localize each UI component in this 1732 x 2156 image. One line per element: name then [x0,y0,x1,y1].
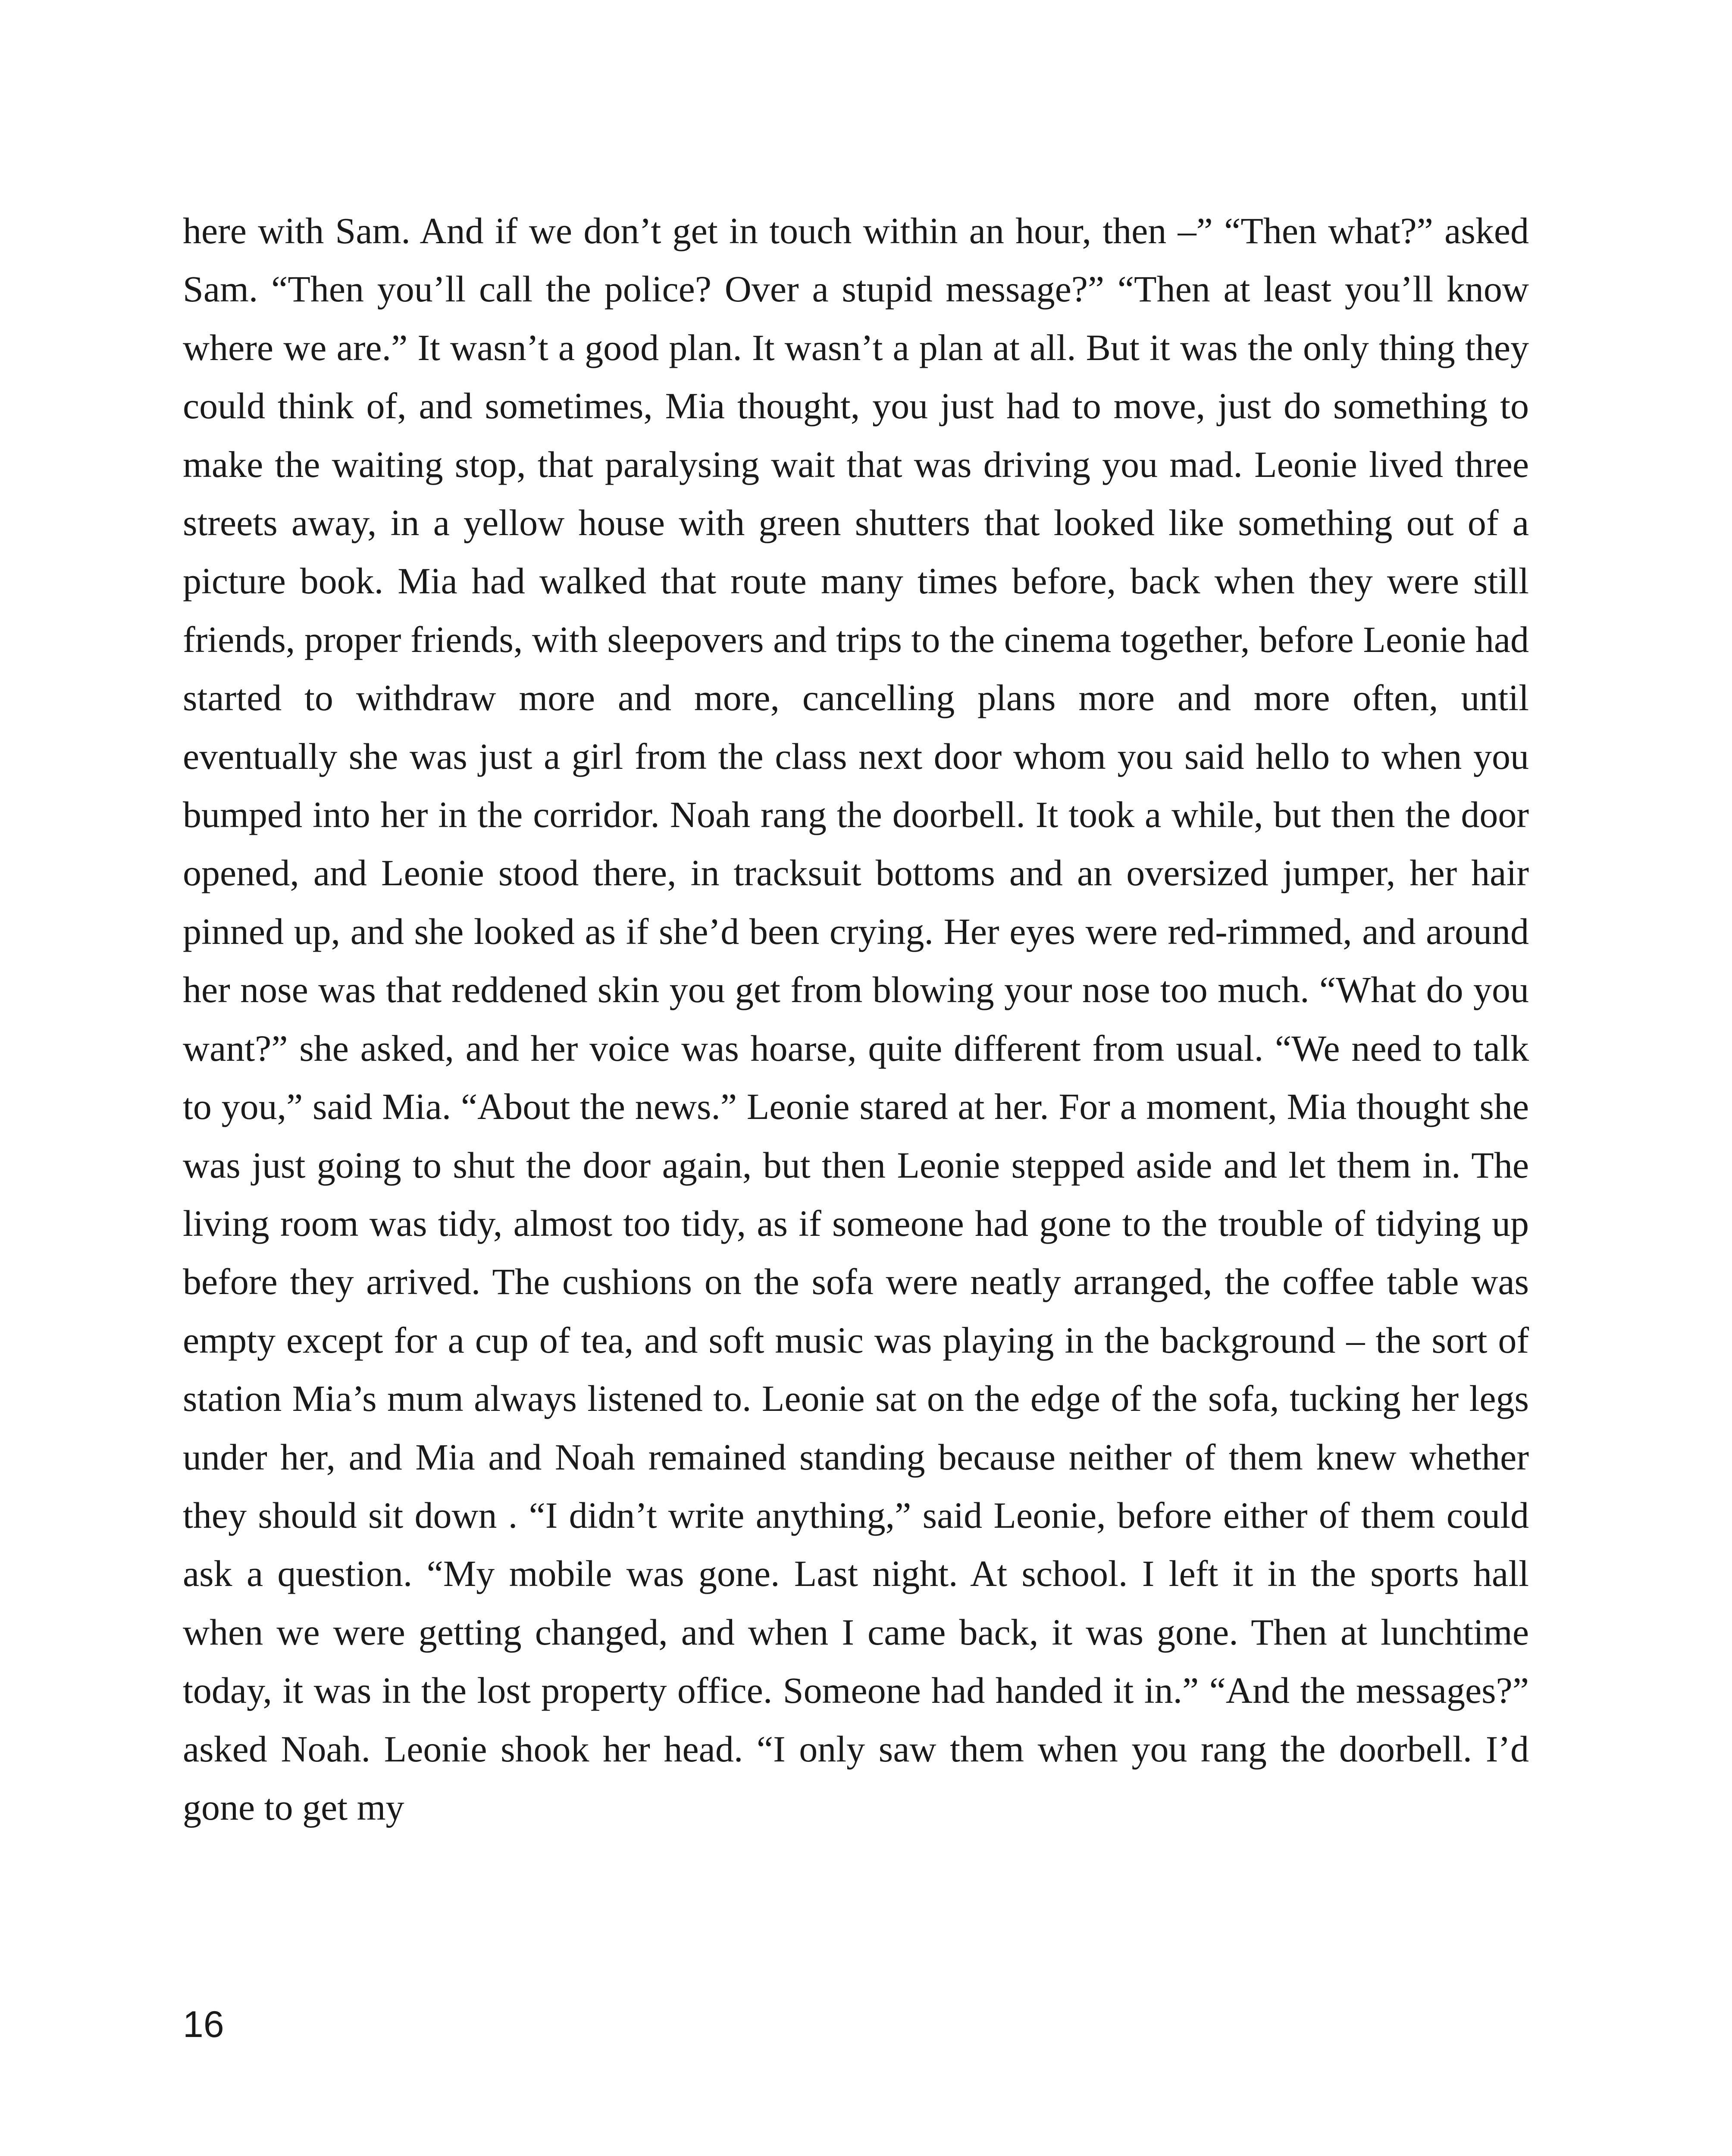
page-number: 16 [183,2004,224,2045]
body-text: here with Sam. And if we don’t get in touch within an hour, then –” “Then what?” asked Sam. “Then you’ll call the police? Over a stupid message?” “Then at least you’ll know where we are.” It wasn’t a good plan. It wasn’t a plan at all. But it was the only thing they could think of, and sometimes, Mia thought, you just had to move, just do something to make the waiting stop, that paralysing wait that was driving you mad. Leonie lived three streets away, in a yellow house with green shutters that looked like something out of a picture book. Mia had walked that route many times before, back when they were still friends, proper friends, with sleepovers and trips to the cinema together, before Leonie had started to withdraw more and more, cancelling plans more and more often, until eventually she was just a girl from the class next door whom you said hello to when you bumped into her in the corridor. Noah rang the doorbell. It took a while, but then the door opened, and Leonie stood there, in tracksuit bottoms and an oversized jumper, her hair pinned up, and she looked as if she’d been crying. Her eyes were red-rimmed, and around her nose was that reddened skin you get from blowing your nose too much. “What do you want?” she asked, and her voice was hoarse, quite different from usual. “We need to talk to you,” said Mia. “About the news.” Leonie stared at her. For a moment, Mia thought she was just going to shut the door again, but then Leonie stepped aside and let them in. The living room was tidy, almost too tidy, as if someone had gone to the trouble of tidying up before they arrived. The cushions on the sofa were neatly arranged, the coffee table was empty except for a cup of tea, and soft music was playing in the background – the sort of station Mia’s mum always listened to. Leonie sat on the edge of the sofa, tucking her legs under her, and Mia and Noah remained standing because neither of them knew whether they should sit down . “I didn’t write anything,” said Leonie, before either of them could ask a question. “My mobile was gone. Last night. At school. I left it in the sports hall when we were getting changed, and when I came back, it was gone. Then at lunchtime today, it was in the lost property office. Someone had handed it in.” “And the messages?” asked Noah. Leonie shook her head. “I only saw them when you rang the doorbell. I’d gone to get my [183,210,1529,1828]
